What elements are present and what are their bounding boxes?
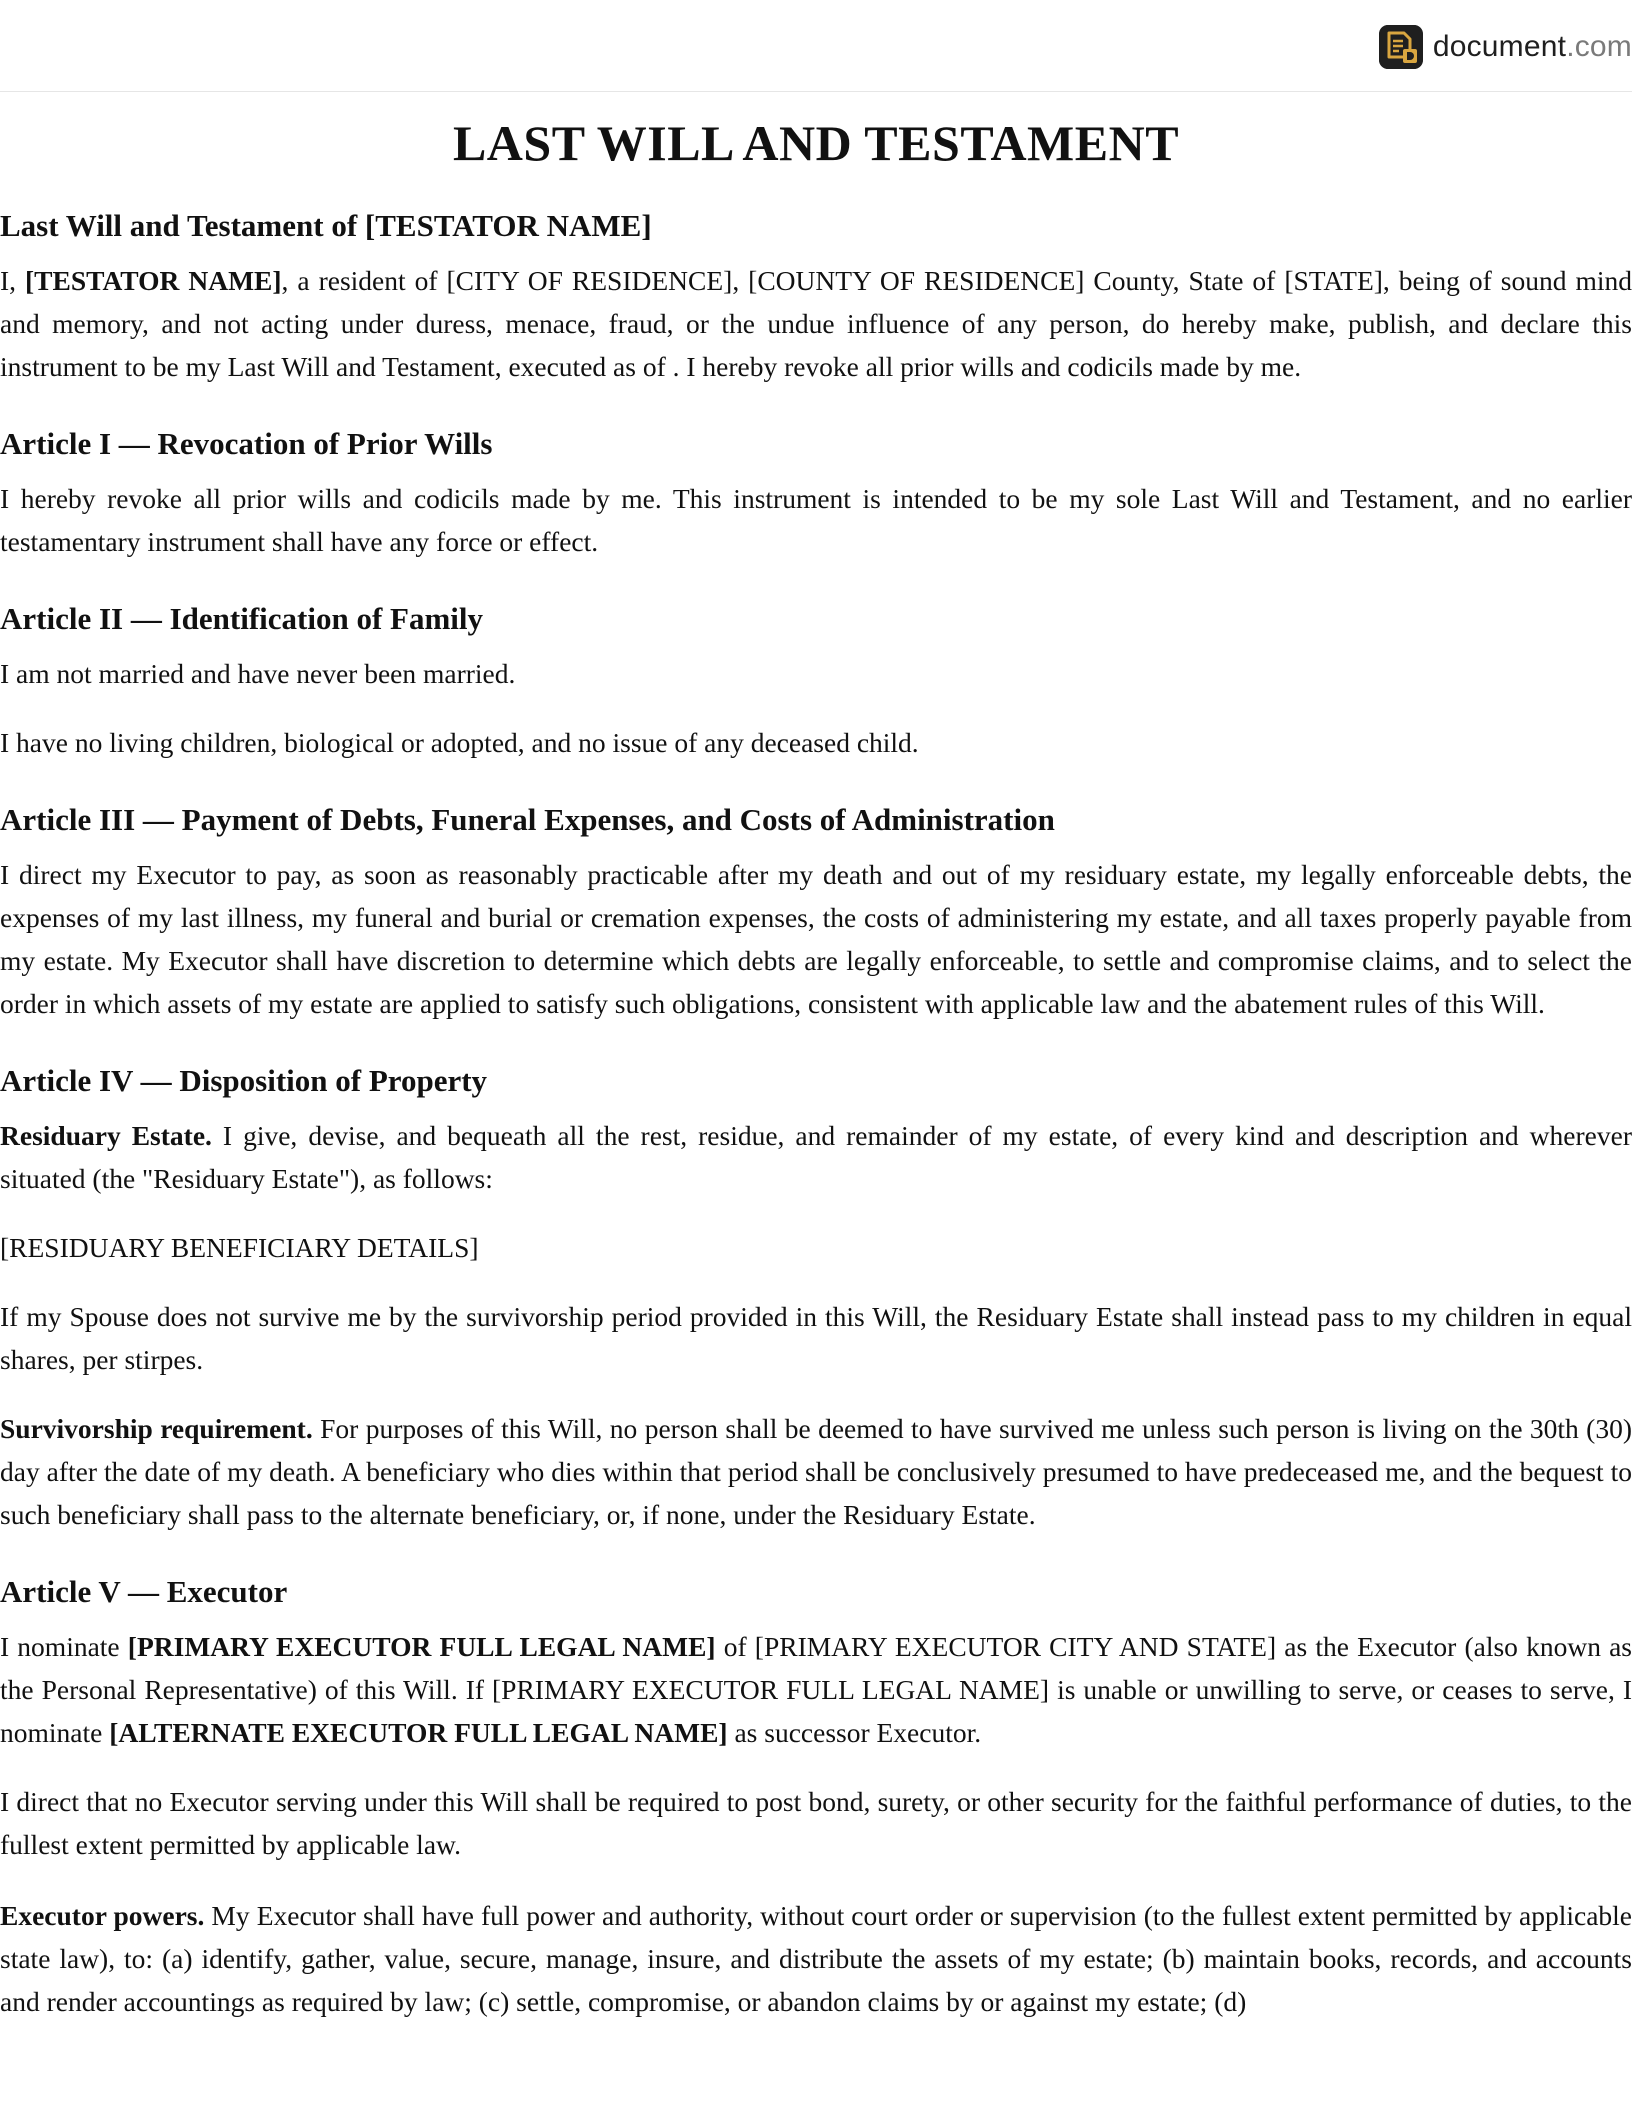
document-body	[0, 92, 1632, 2023]
executor-powers-lead: Executor powers.	[0, 1900, 205, 1931]
article-5-heading: Article V — Executor	[0, 1574, 288, 1609]
residuary-estate-body: I give, devise, and bequeath all the rest, residue, and remainder of my estate, of every kind and description and wherever situated (the "Residuary Estate"), as follows:	[0, 1120, 1632, 1194]
article-1-paragraph: I hereby revoke all prior wills and codicils made by me. This instrument is intended to be my sole Last Will and Testament, and no earlier testamentary instrument shall have any force or effect.	[0, 483, 1632, 557]
primary-executor-name: [PRIMARY EXECUTOR FULL LEGAL NAME]	[127, 1631, 716, 1662]
survivorship-lead: Survivorship requirement.	[0, 1413, 313, 1444]
survivorship-paragraph	[0, 1407, 1632, 1536]
executor-powers-paragraph	[0, 1894, 1632, 2023]
nomination-prefix: I nominate	[0, 1631, 128, 1662]
residuary-beneficiary-details: [RESIDUARY BENEFICIARY DETAILS]	[0, 1232, 479, 1263]
brand-wordmark	[1433, 25, 1632, 69]
brand-name: document	[1432, 30, 1567, 63]
executor-powers-body: My Executor shall have full power and authority, without court order or supervision (to the fullest extent permitted by applicable state law), to: (a) identify, gather, value, secure, manage, insure, and distribute the assets of my estate; (b) maintain books, records, and accounts and render accountings as required by law; (c) settle, compromise, or abandon claims by or against my estate; (d)	[0, 1900, 1632, 2017]
alternate-executor-name: [ALTERNATE EXECUTOR FULL LEGAL NAME]	[109, 1717, 728, 1748]
residuary-estate-paragraph	[0, 1114, 1632, 1200]
article-3-heading: Article III — Payment of Debts, Funeral Expenses, and Costs of Administration	[0, 802, 1055, 837]
intro-paragraph	[0, 259, 1632, 388]
executor-nomination-paragraph	[0, 1625, 1632, 1754]
residuary-estate-lead: Residuary Estate.	[0, 1120, 212, 1151]
intro-prefix: I,	[0, 265, 26, 296]
executor-bond-paragraph: I direct that no Executor serving under this Will shall be required to post bond, surety, or other security for the faithful performance of duties, to the fullest extent permitted by applicable law.	[0, 1786, 1632, 1860]
article-2-children: I have no living children, biological or adopted, and no issue of any deceased child.	[0, 727, 919, 758]
testator-name: [TESTATOR NAME]	[25, 265, 282, 296]
survivorship-body: For purposes of this Will, no person shall be deemed to have survived me unless such person is living on the 30th (30) day after the date of my death. A beneficiary who dies within that period shall be conclusively presumed to have predeceased me, and the bequest to such beneficiary shall pass to the alternate beneficiary, or, if none, under the Residuary Estate.	[0, 1413, 1632, 1530]
article-3-paragraph: I direct my Executor to pay, as soon as reasonably practicable after my death and out of my residuary estate, my legally enforceable debts, the expenses of my last illness, my funeral and burial or cremation expenses, the costs of administering my estate, and all taxes properly payable from my estate. My Executor shall have discretion to determine which debts are legally enforceable, to settle and compromise claims, and to select the order in which assets of my estate are applied to satisfy such obligations, consistent with applicable law and the abatement rules of this Will.	[0, 859, 1632, 1019]
article-4-heading: Article IV — Disposition of Property	[0, 1063, 488, 1098]
document-title: LAST WILL AND TESTAMENT	[452, 115, 1180, 171]
brand-tld: .com	[1566, 30, 1632, 63]
spouse-clause: If my Spouse does not survive me by the survivorship period provided in this Will, the Residuary Estate shall instead pass to my children in equal shares, per stirpes.	[0, 1301, 1632, 1375]
document-logo-icon	[1379, 25, 1423, 69]
article-1-heading: Article I — Revocation of Prior Wills	[0, 426, 493, 461]
article-2-marital-status: I am not married and have never been married.	[0, 658, 516, 689]
article-2-heading: Article II — Identification of Family	[0, 601, 484, 636]
nomination-suffix: as successor Executor.	[727, 1717, 982, 1748]
top-bar	[0, 0, 1632, 92]
intro-body: , a resident of [CITY OF RESIDENCE], [COUNTY OF RESIDENCE] County, State of [STATE], being of sound mind and memory, and not acting under duress, menace, fraud, or the undue influence of any person, do hereby make, publish, and declare this instrument to be my Last Will and Testament, executed as of . I hereby revoke all prior wills and codicils made by me.	[0, 265, 1632, 382]
brand-link[interactable]	[1379, 25, 1632, 69]
nomination-middle: of [PRIMARY EXECUTOR CITY AND STATE] as the Executor (also known as the Personal Representative) of this Will. If [PRIMARY EXECUTOR FULL LEGAL NAME] is unable or unwilling to serve, or ceases to serve, I nominate	[0, 1631, 1632, 1748]
intro-heading: Last Will and Testament of [TESTATOR NAME]	[0, 208, 652, 243]
